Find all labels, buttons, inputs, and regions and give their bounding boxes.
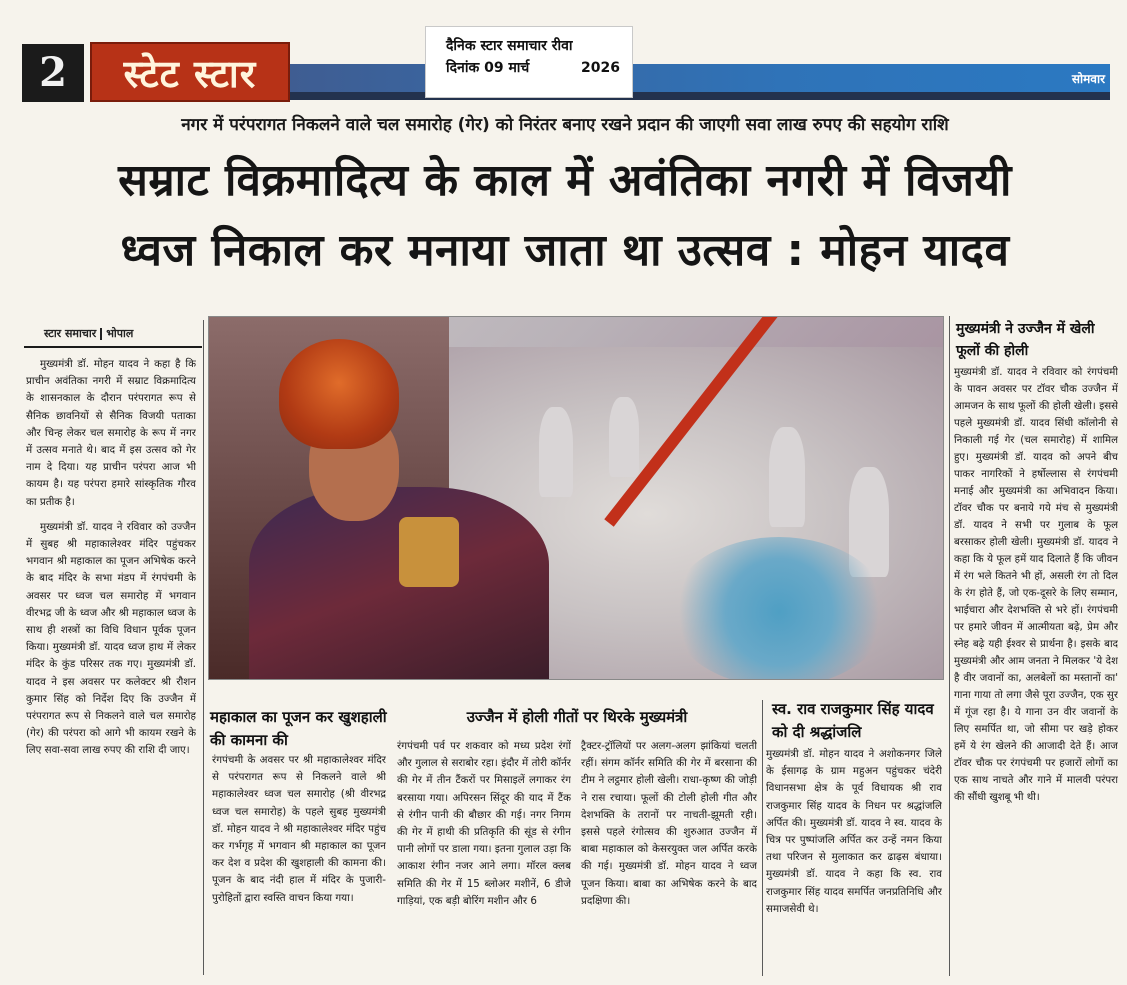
shraddhanjali-paragraph: मुख्यमंत्री डॉ. मोहन यादव ने अशोकनगर जिले के ईसागढ़ के ग्राम महुअन पहुंचकर चंदेरी विधानसभा क्षेत्र के पूर्व विधायक श्री राव राजकुमार सिंह यादव के निधन पर श्रद्धांजलि अर्पित की। मुख्यमंत्री डॉ. यादव ने स्व. यादव के चित्र पर पुष्पांजलि अर्पित कर उन्हें नमन किया तथा परिजन से मुलाकात कर ढाढ़स बंधाया। मुख्यमंत्री डॉ. यादव ने कहा कि स्व. राव राजकुमार सिंह यादव समर्पित जनप्रतिनिधि और समाजसेवी थे।	[766, 748, 942, 915]
page-number: 2	[22, 44, 84, 102]
sidebar-column	[954, 364, 1118, 974]
edition-year: 2026	[581, 60, 620, 76]
column-divider	[762, 700, 763, 976]
headline-line-1: सम्राट विक्रमादित्य के काल में अवंतिका नगरी में विजयी	[118, 155, 1012, 206]
byline-city: भोपाल	[106, 327, 134, 340]
byline	[44, 326, 133, 341]
column-divider	[203, 320, 204, 975]
ujjain-headline: उज्जैन में होली गीतों पर थिरके मुख्यमंत्री	[466, 708, 688, 726]
photo-figure	[609, 397, 639, 477]
byline-agency: स्टार समाचार	[44, 327, 97, 340]
photo-figure	[539, 407, 573, 497]
photo-person-body	[249, 487, 549, 680]
edition-title: दैनिक स्टार समाचार रीवा	[446, 38, 573, 54]
main-headline	[20, 146, 1110, 286]
sidebar-paragraph: मुख्यमंत्री डॉ. यादव ने रविवार को रंगपंचमी के पावन अवसर पर टॉवर चौक उज्जैन में आमजन के साथ फूलों की होली खेली। इससे पहले मुख्यमंत्री डॉ. यादव सिंधी कॉलोनी से निकाली गई गेर (चल समारोह) में शामिल हुए। मुख्यमंत्री डॉ. यादव को अपने बीच पाकर नागरिकों ने हर्षोल्लास से रंगपंचमी मनाई और मुख्यमंत्री का अभिवादन किया। टॉवर चौक पर बनाये गये मंच से मुख्यमंत्री डॉ. यादव ने सभी पर गुलाब के फूल बरसाकर होली खेली। मुख्यमंत्री डॉ. यादव ने कहा कि ये फूल हमें याद दिलाते हैं कि जीवन में रंग भले कितने भी हों, असली रंग तो दिल के रंग होते हैं, जो एक-दूसरे के लिए सम्मान, भाईचारा और देशभक्ति से भरे हों। रंगपंचमी पर हमारे जीवन में आत्मीयता बढ़े, प्रेम और स्नेह बढ़े यही ईश्वर से प्रार्थना है। इसके बाद मुख्यमंत्री और आम जनता ने मिलकर 'ये देश है वीर जवानों का, अलबेलों का मस्तानों का' गाना गाया तो लगा जैसे पूरा उज्जैन, एक सुर में गूंज रहा है। ये गाना उन वीर जवानों के लिए समर्पित था, जो सीमा पर खड़े होकर हमें ये रंग खेलने की आजादी देते हैं। आज टॉवर चौक पर रंगपंचमी पर हजारों लोगों का एक साथ नाचते और गाने में मालवी परंपरा की सौंधी खुशबू भी थी।	[954, 367, 1118, 803]
mahakal-headline: महाकाल का पूजन कर खुशहाली की कामना की	[210, 708, 387, 749]
section-brand: स्टेट स्टार	[90, 42, 290, 102]
edition-date: दिनांक 09 मार्च	[446, 60, 530, 76]
lead-article-column	[26, 356, 196, 976]
lead-paragraph-1: मुख्यमंत्री डॉ. मोहन यादव ने कहा है कि प्राचीन अवंतिका नगरी में सम्राट विक्रमादित्य के शासनकाल के दौरान परंपरागत रूप से सैनिक छावनियों से सैनिक विजयी पताका और चिन्ह लेकर चल समारोह के रूप में नगर में उत्सव मनाते थे। बाद में इस उत्सव को गेर नाम दे दिया। यह प्राचीन परंपरा आज भी कायम है। यह परंपरा हमारे सांस्कृतिक गौरव का प्रतीक है।	[26, 358, 196, 508]
sidebar-headline: मुख्यमंत्री ने उज्जैन में खेली फूलों की होली	[956, 321, 1095, 359]
photo-colour-splash	[669, 537, 889, 680]
mahakal-paragraph: रंगपंचमी के अवसर पर श्री महाकालेश्वर मंदिर से परंपरागत रूप से निकलने वाले श्री महाकालेश्वर ध्वज चल समारोह (श्री वीरभद्र ध्वज चल समारोह) के पहले सुबह मुख्यमंत्री डॉ. मोहन यादव ने श्री महाकालेश्वर मंदिर पहुंच कर गर्भगृह में भगवान श्री महाकाल का पूजन कर देश व प्रदेश की खुशहाली की कामना की। पूजन के बाद नंदी हाल में मंदिर के पुजारी-पुरोहितों द्वारा स्वस्ति वाचन किया गया।	[212, 754, 386, 904]
byline-separator	[100, 328, 102, 340]
ujjain-article-col-2	[581, 738, 757, 978]
photo-puja-plate	[399, 517, 459, 587]
day-label: सोमवार	[1071, 72, 1105, 86]
edition-box	[425, 26, 633, 98]
photo-turban	[279, 339, 399, 449]
edition-date-row	[446, 57, 620, 79]
lead-paragraph-2: मुख्यमंत्री डॉ. यादव ने रविवार को उज्जैन में सुबह श्री महाकालेश्वर मंदिर पहुंचकर भगवान श्री महाकाल का पूजन अभिषेक करने के बाद मंदिर के सभा मंडप में रंगपंचमी के अवसर पर ध्वज चल समारोह में भगवान वीरभद्र जी के ध्वज और श्री महाकाल ध्वज के साथ ही शस्त्रों का विधि विधान पूर्वक पूजन किया। मुख्यमंत्री डॉ. यादव ध्वज हाथ में लेकर मंदिर के कुंड परिसर तक गए। मुख्यमंत्री डॉ. यादव ने इस अवसर पर कलेक्टर श्री रौशन कुमार सिंह को निर्देश दिए कि उज्जैन में परंपरागत रूप से निकलने वाले चल समारोह (गेर) की परंपरा को आगे भी कायम रखने के लिए सवा-सवा लाख रुपए की राशि दी जाए।	[26, 520, 196, 757]
column-divider	[949, 316, 950, 976]
masthead-rule	[290, 92, 1110, 100]
ujjain-paragraph-1: रंगपंचमी पर्व पर शकवार को मध्य प्रदेश रंगों और गुलाल से सराबोर रहा। इंदौर में तोरी कॉर्नर की गेर में तीन टैंकरों पर मिसाइलें लगाकर रंग बरसाया गया। अपिरसन सिंदूर की याद में टैंक से रंगीन पानी की बौछार की गई। नगर निगम की गेर में हाथी की प्रतिकृति की सूंड से रंगीन पानी लोगों पर डाला गया। इतना गुलाल उड़ा कि आकाश रंगीन नजर आने लगा। मॉरल क्लब समिति की गेर में 15 ब्लोअर मशीनें, 6 डीजे गाड़ियां, एक बड़ी बोरिंग मशीन और 6	[397, 740, 571, 907]
lead-photo	[208, 316, 944, 680]
photo-figure	[769, 427, 805, 527]
mahakal-article	[212, 752, 386, 978]
ujjain-article-col-1	[397, 738, 571, 978]
byline-rule	[24, 346, 202, 348]
shraddhanjali-article	[766, 746, 942, 978]
kicker-headline: नगर में परंपरागत निकलने वाले चल समारोह (गेर) को निरंतर बनाए रखने प्रदान की जाएगी सवा लाख रुपए की सहयोग राशि	[181, 115, 949, 135]
ujjain-paragraph-2: ट्रैक्टर-ट्रॉलियों पर अलग-अलग झांकियां चलती रहीं। संगम कॉर्नर समिति की गेर में बरसाना की टीम ने लट्ठमार होली खेली। राधा-कृष्ण की जोड़ी ने रास रचाया। फूलों की टोली होली गीत और देशभक्ति के तरानों पर नाचती-झूमती रही। इससे पहले रंगोत्सव की शुरुआत उज्जैन में बाबा महाकाल को केसरयुक्त जल अर्पित करके की गई। मुख्यमंत्री डॉ. मोहन यादव ने ध्वज पूजन किया। बाबा का अभिषेक करने के बाद प्रदक्षिणा की।	[581, 740, 757, 907]
headline-line-2: ध्वज निकाल कर मनाया जाता था उत्सव : मोहन यादव	[120, 225, 1010, 276]
shraddhanjali-headline: स्व. राव राजकुमार सिंह यादव को दी श्रद्धांजलि	[772, 700, 934, 741]
